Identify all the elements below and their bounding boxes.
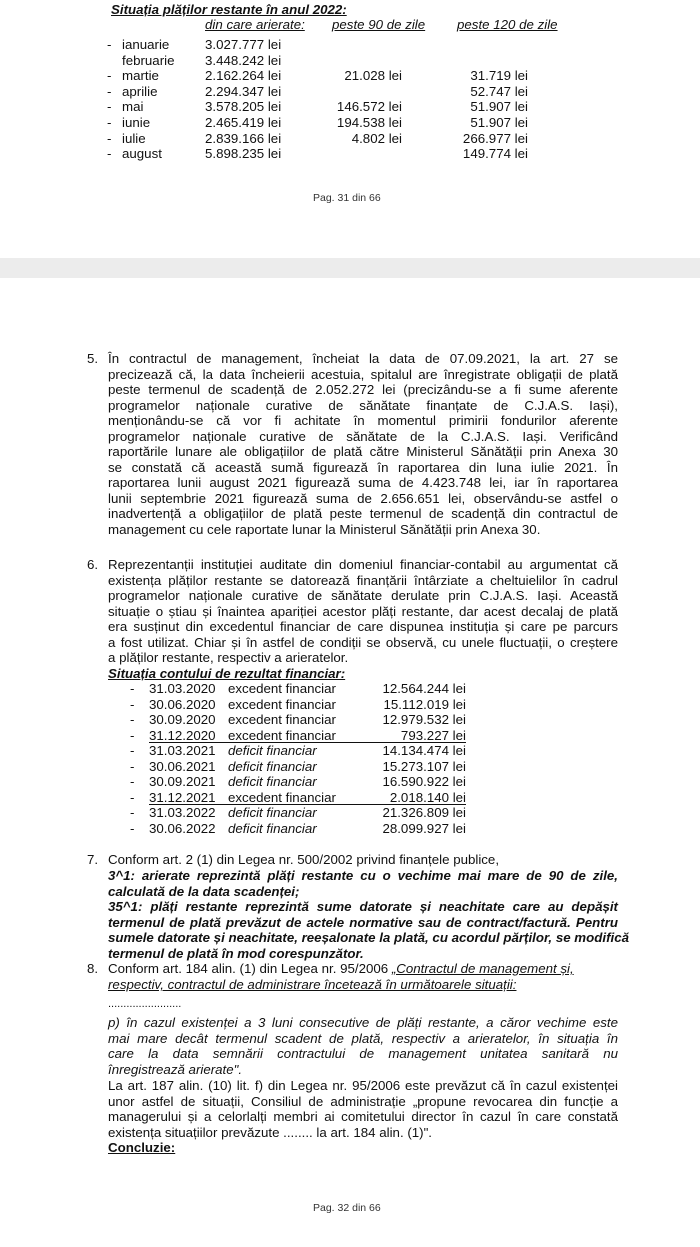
result-label: deficit financiar [228, 758, 317, 774]
date-cell: 31.03.2021 [149, 743, 216, 758]
text-line: 3^1: arierate reprezintă plăți restante cu o vechime mai mare de 90 de zile, [108, 868, 618, 883]
text-line: raportarea lunii august 2021 figurează suma de 4.423.748 lei, iar în raportarea [108, 475, 618, 490]
over-120-cell: 51.907 lei [470, 99, 528, 115]
header-arrears: din care arierate: [205, 17, 305, 32]
date-cell: 31.12.2020 [149, 727, 216, 743]
item-7-intro: Conform art. 2 (1) din Legea nr. 500/2002 privind finanțele publice, [108, 852, 500, 867]
financial-row [0, 697, 700, 713]
text-line: se constată că această sumă figurează în raportarea din luna iulie 2021. În [108, 459, 618, 475]
result-label: deficit financiar [228, 743, 317, 758]
text-line: existența situațiilor prevăzute ........ la art. 184 alin. (1)". [108, 1124, 432, 1140]
item-8-intro [108, 961, 574, 977]
row-dash: - [107, 146, 112, 162]
over-90-cell: 146.572 lei [336, 99, 402, 115]
text-line: raportările lunare ale obligațiilor de plată către Ministerul Sănătății prin Anexa 30 [108, 444, 618, 459]
text-line: management cu cele raportate lunar la Ministerul Sănătății prin Anexa 30. [108, 521, 541, 537]
table-row [0, 146, 700, 161]
over-90-cell: 194.538 lei [336, 115, 402, 130]
row-dash: - [130, 712, 135, 727]
over-120-cell: 149.774 lei [462, 146, 528, 162]
table-row [0, 53, 700, 68]
text-line: programelor naționale curative de sănătate finanțate de C.J.A.S. Iași), [108, 397, 618, 413]
amount-cell: 14.134.474 lei [382, 743, 466, 758]
date-cell: 31.03.2020 [149, 681, 216, 696]
over-120-cell: 51.907 lei [470, 115, 528, 130]
item-8-intro-line2: respectiv, contractul de administrare încetează în următoarele situații: [108, 977, 517, 992]
financial-row [0, 712, 700, 728]
row-dash: - [130, 681, 135, 696]
row-dash: - [130, 805, 135, 820]
row-dash: - [130, 789, 135, 805]
item-8-intro-quote: „Contractul de management și, [391, 961, 574, 976]
page-footer: Pag. 31 din 66 [313, 192, 381, 204]
month-cell: mai [122, 99, 144, 115]
result-label: deficit financiar [228, 820, 317, 836]
text-line: menționându-se că vor fi achitate în momentul primirii fondurilor aferente [108, 413, 618, 428]
result-label: excedent financiar [228, 681, 336, 696]
result-label: excedent financiar [228, 727, 336, 743]
text-line: inadvertență a obligațiilor de plată peste termenul de scadență din contractul de [108, 506, 618, 521]
text-line: La art. 187 alin. (10) lit. f) din Legea nr. 95/2006 este prevăzut că în cazul existenței [108, 1078, 618, 1093]
date-cell: 30.09.2020 [149, 712, 216, 727]
date-cell: 30.06.2020 [149, 696, 216, 712]
art-187-paragraph [108, 1078, 618, 1140]
date-cell: 31.12.2021 [149, 789, 216, 805]
table-row [0, 131, 700, 146]
amount-cell: 21.326.809 lei [382, 805, 466, 820]
row-dash: - [107, 68, 112, 84]
amount-cell: 793.227 lei [400, 727, 466, 743]
text-line: unor astfel de situații, Consiliul de administrație „propune revocarea din funcție a [108, 1093, 618, 1109]
month-cell: aprilie [122, 83, 158, 99]
definition-arrears [108, 868, 618, 899]
conclusion-heading: Concluzie: [108, 1140, 176, 1155]
financial-result-subtitle: Situația contului de rezultat financiar: [108, 666, 346, 681]
date-cell: 30.09.2021 [149, 774, 216, 789]
table-row [0, 37, 700, 52]
month-cell: februarie [122, 52, 175, 68]
page-footer: Pag. 32 din 66 [313, 1202, 381, 1214]
item-5-paragraph [108, 351, 618, 537]
row-dash: - [130, 820, 135, 836]
text-line: situație o știau și înaintea apariției acestor plăți restante, dar acest decalaj de plată [108, 603, 618, 619]
total-cell: 3.027.777 lei [205, 37, 282, 52]
over-90-cell: 21.028 lei [344, 68, 402, 84]
month-cell: iunie [122, 115, 151, 130]
result-label: excedent financiar [228, 712, 336, 727]
month-cell: martie [122, 68, 159, 84]
table-row [0, 115, 700, 130]
total-cell: 3.578.205 lei [205, 99, 282, 115]
text-line: care la data semnării contractului de management unitatea sanitară nu [108, 1046, 618, 1061]
amount-cell: 15.112.019 lei [383, 696, 466, 712]
text-line: programelor naționale curative de sănătate derulate prin C.J.A.S. Iași. Această [108, 588, 618, 603]
item-number: 6. [87, 557, 99, 572]
row-dash: - [130, 774, 135, 789]
text-line: programelor naționale curative de sănătate de la C.J.A.S. Iași. Verificând [108, 428, 618, 444]
row-dash: - [130, 758, 135, 774]
row-dash: - [107, 37, 112, 52]
over-120-cell: 31.719 lei [470, 68, 528, 84]
text-line: calculată de la data scadenței; [108, 883, 300, 899]
text-line: lunii septembrie 2021 figurează suma de 2.656.651 lei, observându-se astfel o [108, 490, 618, 506]
text-line: a fost utilizat. Chiar și în astfel de condiții se observă, cu unele fluctuații, o creștere [108, 634, 618, 650]
financial-row [0, 759, 700, 775]
total-cell: 5.898.235 lei [205, 146, 282, 162]
arrears-table-title: Situația plăților restante în anul 2022: [111, 2, 347, 17]
over-120-cell: 266.977 lei [462, 130, 528, 146]
financial-row [0, 821, 700, 837]
ellipsis-dots: ........................ [108, 998, 182, 1010]
row-dash: - [107, 83, 112, 99]
financial-row [0, 774, 700, 790]
header-over-120: peste 120 de zile [457, 17, 558, 32]
month-cell: ianuarie [122, 37, 170, 52]
amount-cell: 16.590.922 lei [382, 774, 466, 789]
date-cell: 30.06.2021 [149, 758, 216, 774]
result-label: deficit financiar [228, 805, 317, 820]
text-line: Reprezentanții instituției auditate din domeniul financiar-contabil au argumentat că [108, 557, 618, 572]
amount-cell: 12.979.532 lei [382, 712, 466, 727]
over-90-cell: 4.802 lei [351, 130, 402, 146]
table-row [0, 84, 700, 99]
item-6-paragraph [108, 557, 618, 666]
text-line: 35^1: plăți restante reprezintă sume datorate și neachitate care au depășit [108, 899, 618, 914]
row-dash: - [107, 99, 112, 115]
page-31 [0, 0, 700, 258]
result-label: excedent financiar [228, 789, 336, 805]
text-line: termenul de plată prevăzut de actele normative sau de contract/factură. Pentru [108, 914, 618, 930]
row-dash: - [130, 727, 135, 743]
item-number: 7. [87, 852, 99, 867]
text-line: termenul de plată în mod corespunzător. [108, 945, 364, 961]
table-row [0, 99, 700, 114]
row-dash: - [130, 696, 135, 712]
total-cell: 2.839.166 lei [205, 130, 282, 146]
text-line: peste termenul de scadență de 2.052.272 lei (precizându-se a fi sume aferente [108, 382, 618, 397]
item-number: 5. [87, 351, 99, 366]
page-32 [0, 278, 700, 1247]
total-cell: 2.465.419 lei [205, 115, 282, 130]
item-number: 8. [87, 961, 99, 976]
text-line: În contractul de management, încheiat la data de 07.09.2021, la art. 27 se [108, 351, 618, 366]
definition-outstanding-payments [108, 899, 629, 961]
header-over-90: peste 90 de zile [332, 17, 426, 32]
financial-row [0, 743, 700, 759]
text-line: sumele datorate și neachitate, reeșalonate la plată, cu acordul părților, se modifică [108, 930, 629, 945]
table-row [0, 68, 700, 83]
amount-cell: 2.018.140 lei [389, 789, 466, 805]
text-line: existența plăților restante se datorează finanțării întârziate a cheltuielilor în cadrul [108, 572, 618, 588]
date-cell: 31.03.2022 [149, 805, 216, 820]
row-dash: - [107, 115, 112, 130]
amount-cell: 15.273.107 lei [382, 758, 466, 774]
row-dash: - [130, 743, 135, 758]
month-cell: august [122, 146, 162, 162]
text-line: managerului și a celorlalți membri ai comitetului director în cazul în care constată [108, 1109, 618, 1124]
date-cell: 30.06.2022 [149, 820, 216, 836]
text-line: înregistrează arierate". [108, 1061, 243, 1077]
result-label: deficit financiar [228, 774, 317, 789]
text-line: p) în cazul existenței a 3 luni consecutive de plăți restante, a căror vechime este [108, 1015, 618, 1030]
result-label: excedent financiar [228, 696, 336, 712]
over-120-cell: 52.747 lei [470, 83, 528, 99]
month-cell: iulie [122, 130, 146, 146]
text-line: a plăților restante, respectiv a arieratelor. [108, 650, 349, 665]
amount-cell: 28.099.927 lei [382, 820, 466, 836]
financial-row [0, 805, 700, 821]
text-line: precizează că, la data încheierii acestuia, spitalul are înregistrate obligații de plată [108, 366, 618, 382]
row-dash: - [107, 130, 112, 146]
total-cell: 2.294.347 lei [205, 83, 282, 99]
total-cell: 2.162.264 lei [205, 68, 282, 84]
text-line: mai mare decât termenul scadent de plată, respectiv a arieratelor, în situația în [108, 1030, 618, 1046]
financial-row [0, 681, 700, 697]
text-line: era susținut din excedentul financiar de care dispunea instituția și care pe parcurs [108, 619, 618, 634]
amount-cell: 12.564.244 lei [382, 681, 466, 696]
point-p-quote [108, 1015, 618, 1077]
item-8-intro-lead: Conform art. 184 alin. (1) din Legea nr. 95/2006 [108, 961, 392, 976]
total-cell: 3.448.242 lei [205, 52, 282, 68]
